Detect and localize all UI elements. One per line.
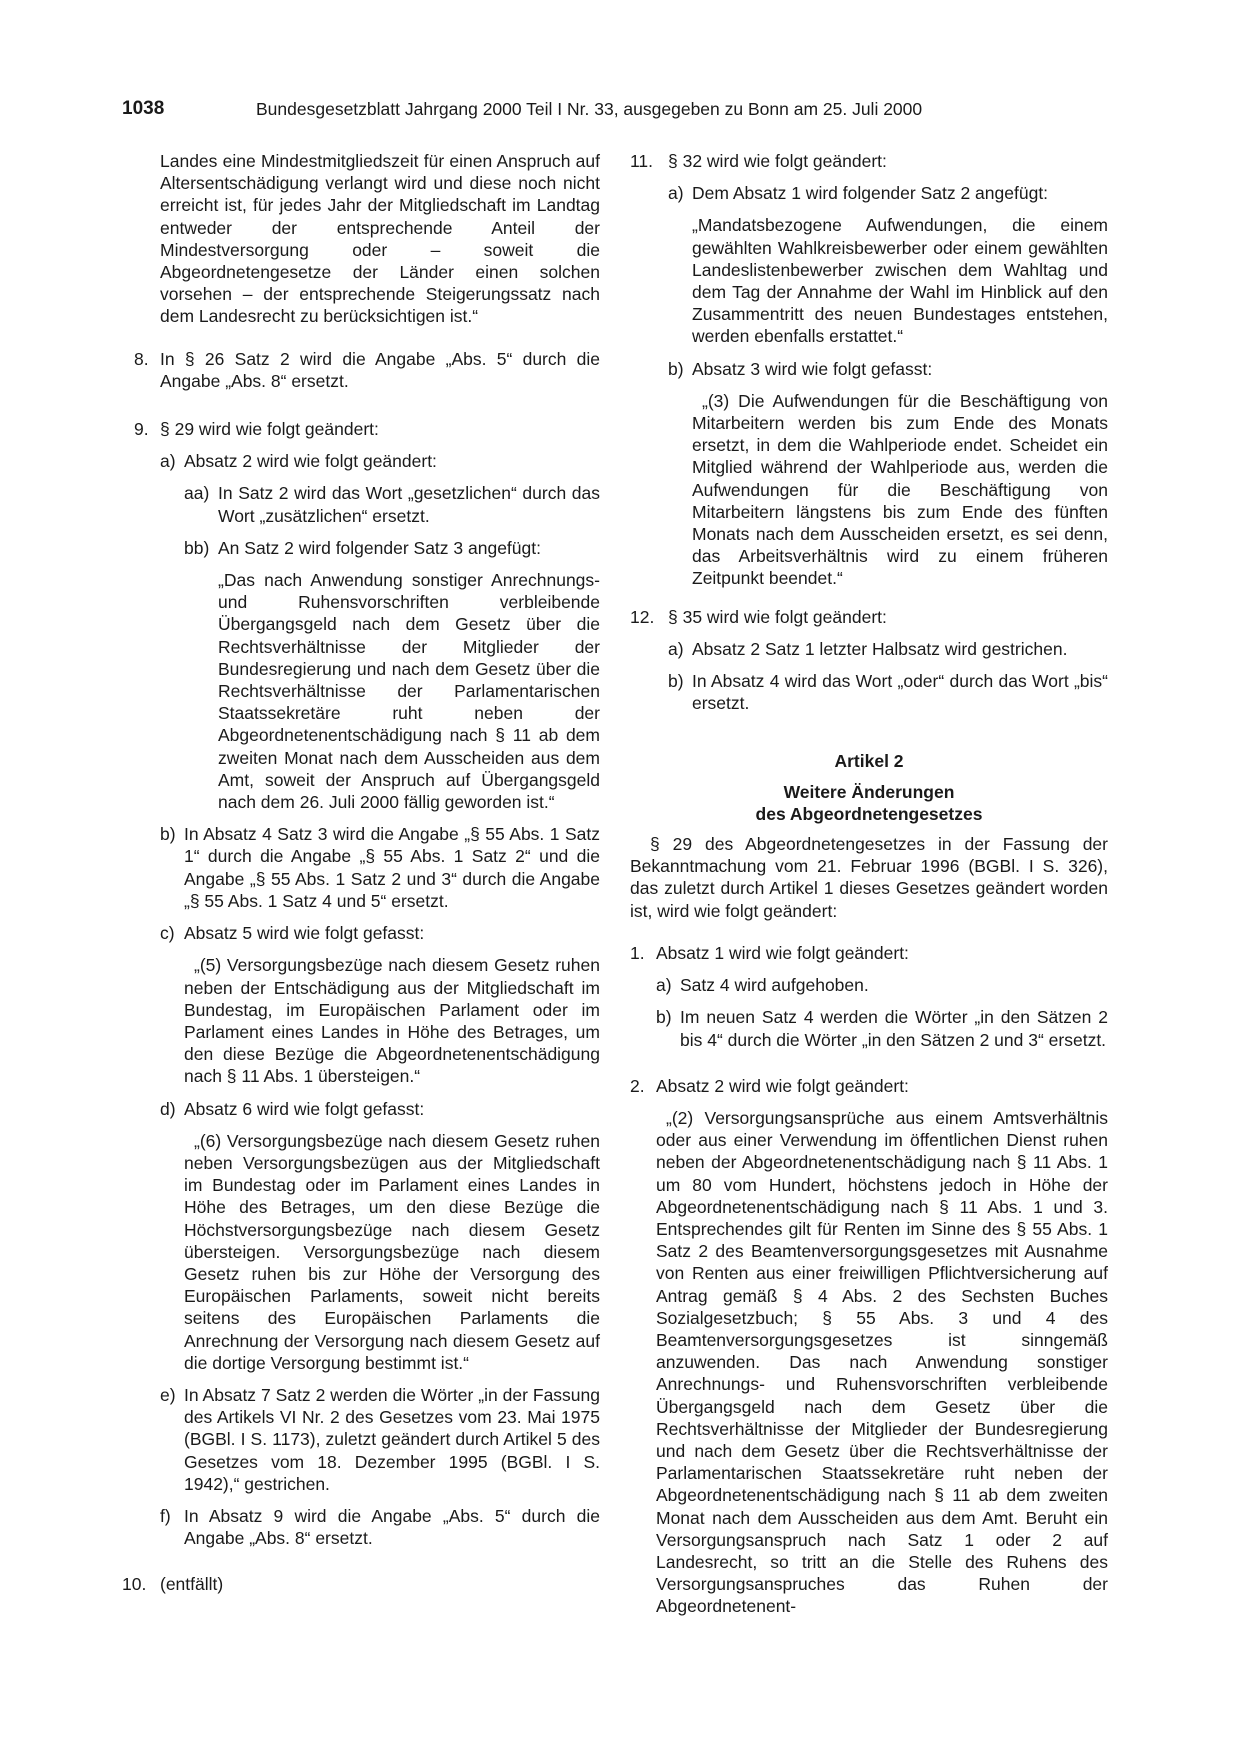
- item-9-label: 9.: [134, 419, 149, 440]
- item-10-label: 10.: [122, 1574, 147, 1595]
- item-9c: [122, 922, 600, 944]
- item-9c-quote: „(5) Versorgungsbezüge nach diesem Gesetz ruhen neben der Entschädigung aus der Mitgliedschaft im Bundestag, im Europäischen Parlament oder im Parlament eines Landes in Höhe des Betrages, um den diese Bezüge die Abgeordnetenentschädigung nach § 11 Abs. 1 übersteigen.“: [184, 955, 600, 1087]
- item-9d-quote: „(6) Versorgungsbezüge nach diesem Gesetz ruhen neben Versorgungsbezügen aus der Mitgliedschaft im Bundestag oder im Parlament eines Landes in Höhe des Betrages, um den diese Bezüge die Höchstversorgungsbezüge nach diesem Gesetz übersteigen. Versorgungsbezüge nach diesem Gesetz ruhen bis zur Höhe der Versorgung des Europäischen Parlaments, soweit nicht bereits seitens des Europäischen Parlaments die Anrechnung der Versorgung nach diesem Gesetz auf die dortige Versorgung bestimmt ist.“: [184, 1130, 600, 1373]
- art2-item-1a-text: Satz 4 wird aufgehoben.: [680, 975, 869, 996]
- continuation-paragraph: Landes eine Mindestmitgliedszeit für einen Anspruch auf Altersentschädigung verlangt wird und diese noch nicht erreicht ist, für jedes Jahr der Mitgliedschaft im Landtag entweder der entsprechende Anteil der Mindestversorgung oder – soweit die Abgeordnetengesetze der Länder einen solchen vorsehen – der entsprechende Steigerungssatz nach dem Landesrecht zu berücksichtigen ist.“: [160, 151, 600, 327]
- item-10: [122, 1573, 600, 1595]
- item-9c-label: c): [160, 923, 175, 944]
- art2-item-2-quote: „(2) Versorgungsansprüche aus einem Amtsverhältnis oder aus einer Verwendung im öffentlichen Dienst ruhen neben der Abgeordnetenentschädigung nach § 11 Abs. 1 um 80 vom Hundert, höchstens jedoch in Höhe der Abgeordnetenentschädigung nach § 11 Abs. 1 und 3. Entsprechendes gilt für Renten im Sinne des § 55 Abs. 1 Satz 2 des Beamtenversorgungsgesetzes mit Ausnahme von Renten aus einer freiwilligen Pflichtversicherung auf Antrag gemäß § 4 Abs. 2 des Sechsten Buches Sozialgesetzbuch; § 55 Abs. 3 und 4 des Beamtenversorgungsgesetzes ist sinngemäß anzuwenden. Das nach Anwendung sonstiger Anrechnungs- und Ruhensvorschriften verbleibende Übergangsgeld nach dem Gesetz über die Rechtsverhältnisse der Mitglieder der Bundesregierung und nach dem Gesetz über die Rechtsverhältnisse der Parlamentarischen Staatssekretäre ruht neben der Abgeordnetenentschädigung nach § 11 ab dem zweiten Monat nach dem Ausscheiden aus dem Amt. Beruht ein Versorgungsanspruch nach Satz 1 oder 2 auf Landesrecht, so tritt an die Stelle des Ruhens des Versorgungsanspruches das Ruhen der Abgeordnetenent-: [656, 1107, 1108, 1617]
- item-11-text: § 32 wird wie folgt geändert:: [668, 151, 887, 171]
- item-aa-label: aa): [184, 483, 210, 504]
- left-column: [122, 150, 600, 1596]
- art2-item-1b: [630, 1006, 1108, 1050]
- item-8: [122, 348, 600, 392]
- art2-item-1a: [630, 974, 1108, 996]
- item-11a-label: a): [668, 183, 684, 204]
- article-subtitle-2: des Abgeordnetengesetzes: [755, 803, 983, 824]
- item-12-text: § 35 wird wie folgt geändert:: [668, 606, 887, 627]
- item-12a-text: Absatz 2 Satz 1 letzter Halbsatz wird gestrichen.: [692, 638, 1068, 659]
- item-9b: [122, 823, 600, 912]
- item-9-text: § 29 wird wie folgt geändert:: [160, 419, 379, 440]
- art2-item-1-label: 1.: [630, 942, 645, 963]
- item-bb-quote: „Das nach Anwendung sonstiger Anrechnungs- und Ruhensvorschriften verbleibende Übergangsgeld nach dem Gesetz über die Rechtsverhältnisse der Mitglieder der Bundesregierung und nach dem Gesetz über die Rechtsverhältnisse der Parlamentarischen Staatssekretäre ruht neben der Abgeordnetenentschädigung nach § 11 ab dem zweiten Monat nach dem Ausscheiden aus dem Amt, soweit der Anspruch auf Übergangsgeld nach dem 26. Juli 2000 fällig geworden ist.“: [218, 570, 600, 813]
- running-title: Bundesgesetzblatt Jahrgang 2000 Teil I Nr. 33, ausgegeben zu Bonn am 25. Juli 2000: [256, 99, 923, 119]
- item-11-label: 11.: [630, 151, 654, 171]
- item-9f-label: f): [160, 1505, 171, 1526]
- item-9b-label: b): [160, 824, 176, 845]
- item-12b: [630, 670, 1108, 714]
- item-8-label: 8.: [134, 348, 149, 369]
- item-12a: [630, 638, 1108, 660]
- item-9e: [122, 1384, 600, 1495]
- item-9a-aa: [122, 482, 600, 526]
- art2-item-1b-label: b): [656, 1007, 672, 1028]
- item-9a: [122, 450, 600, 472]
- item-9b-text: In Absatz 4 Satz 3 wird die Angabe „§ 55 Abs. 1 Satz 1“ durch die Angabe „§ 55 Abs. 1 Satz 2“ und die Angabe „§ 55 Abs. 1 Satz 2 und 3“ durch die Angabe „§ 55 Abs. 1 Satz 4 und 5“ ersetzt.: [184, 824, 600, 911]
- item-12-label: 12.: [630, 606, 655, 627]
- art2-item-2-label: 2.: [630, 1075, 645, 1096]
- item-12b-text: In Absatz 4 wird das Wort „oder“ durch das Wort „bis“ ersetzt.: [692, 671, 1108, 714]
- item-12: [630, 606, 1108, 628]
- item-bb-text: An Satz 2 wird folgender Satz 3 angefügt:: [218, 537, 541, 558]
- item-11b-quote: „(3) Die Aufwendungen für die Beschäftigung von Mitarbeitern werden bis zum Ende des Monats ersetzt, in dem die Wahlperiode endet. Scheidet ein Mitglied während der Wahlperiode aus, werden die Aufwendungen für die Beschäftigung von Mitarbeitern längstens bis zum Ende des fünften Monats nach dem Ausscheiden ersetzt, es sei denn, das Arbeitsverhältnis wird zu einem früheren Zeitpunkt beendet.“: [692, 390, 1108, 589]
- item-aa-text: In Satz 2 wird das Wort „gesetzlichen“ durch das Wort „zusätzlichen“ ersetzt.: [218, 483, 600, 526]
- item-9e-label: e): [160, 1384, 176, 1405]
- right-column: [630, 150, 1108, 1618]
- item-11b-text: Absatz 3 wird wie folgt gefasst:: [692, 358, 933, 379]
- item-11: [630, 150, 1108, 172]
- item-11b-label: b): [668, 358, 684, 379]
- item-9f: [122, 1505, 600, 1549]
- page-number: 1038: [122, 98, 165, 119]
- item-9d-text: Absatz 6 wird wie folgt gefasst:: [184, 1098, 425, 1119]
- article-title: Artikel 2: [834, 751, 904, 772]
- item-11a: [630, 182, 1108, 204]
- item-8-text: In § 26 Satz 2 wird die Angabe „Abs. 5“ durch die Angabe „Abs. 8“ ersetzt.: [160, 348, 600, 391]
- item-12b-label: b): [668, 671, 684, 692]
- art2-item-1a-label: a): [656, 975, 672, 996]
- art2-item-2: [630, 1075, 1108, 1097]
- art2-item-1: [630, 942, 1108, 964]
- item-11a-text: Dem Absatz 1 wird folgender Satz 2 angefügt:: [692, 183, 1049, 204]
- item-11b: [630, 358, 1108, 380]
- item-9c-text: Absatz 5 wird wie folgt gefasst:: [184, 923, 425, 944]
- item-9: [122, 418, 600, 440]
- item-9a-text: Absatz 2 wird wie folgt geändert:: [184, 451, 437, 472]
- item-10-text: (entfällt): [160, 1574, 224, 1595]
- item-12a-label: a): [668, 638, 684, 659]
- item-9d-label: d): [160, 1098, 176, 1119]
- item-9a-label: a): [160, 451, 176, 472]
- art2-item-2-text: Absatz 2 wird wie folgt geändert:: [656, 1075, 909, 1096]
- art2-item-1-text: Absatz 1 wird wie folgt geändert:: [656, 942, 909, 963]
- article-intro: § 29 des Abgeordnetengesetzes in der Fassung der Bekanntmachung vom 21. Februar 1996 (BGBl. I S. 326), das zuletzt durch Artikel 1 dieses Gesetzes geändert worden ist, wird wie folgt geändert:: [630, 834, 1108, 921]
- item-9f-text: In Absatz 9 wird die Angabe „Abs. 5“ durch die Angabe „Abs. 8“ ersetzt.: [184, 1505, 600, 1549]
- item-9a-bb: [122, 537, 600, 559]
- article-subtitle-1: Weitere Änderungen: [783, 781, 955, 802]
- item-9e-text: In Absatz 7 Satz 2 werden die Wörter „in der Fassung des Artikels VI Nr. 2 des Gesetzes vom 23. Mai 1975 (BGBl. I S. 1173), zuletzt geändert durch Artikel 5 des Gesetzes vom 18. Dezember 1995 (BGBl. I S. 1942),“ gestrichen.: [184, 1384, 600, 1494]
- item-11a-quote: „Mandatsbezogene Aufwendungen, die einem gewählten Wahlkreisbewerber oder einem gewählten Landeslistenbewerber zwischen dem Wahltag und dem Tag der Annahme der Wahl im Hinblick auf den Zusammentritt des neuen Bundestages entstehen, werden ebenfalls erstattet.“: [692, 215, 1108, 347]
- item-bb-label: bb): [184, 537, 210, 558]
- item-9d: [122, 1098, 600, 1120]
- art2-item-1b-text: Im neuen Satz 4 werden die Wörter „in den Sätzen 2 bis 4“ durch die Wörter „in den Sätzen 2 und 3“ ersetzt.: [680, 1007, 1108, 1050]
